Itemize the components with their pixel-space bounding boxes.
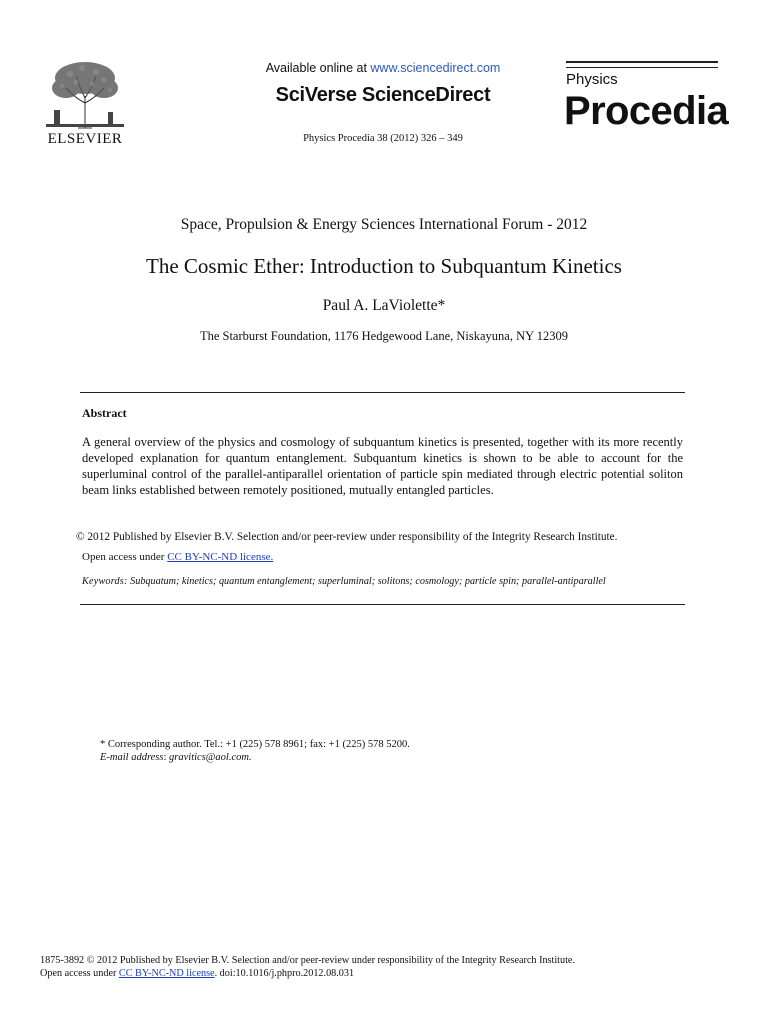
- publisher-name: ELSEVIER: [47, 131, 123, 147]
- email-note: [100, 752, 252, 763]
- open-access-label: Open access under: [82, 551, 168, 563]
- footer-copyright: 1875-3892 © 2012 Published by Elsevier B.V. Selection and/or peer-review under responsibility of the Integrity Research Institute.: [40, 955, 576, 966]
- sciencedirect-url[interactable]: www.sciencedirect.com: [370, 61, 501, 75]
- keywords-line: [82, 576, 687, 587]
- copyright-notice: © 2012 Published by Elsevier B.V. Selection and/or peer-review under responsibility of the Integrity Research Institute.: [76, 531, 618, 543]
- email-address[interactable]: gravitics@aol.com: [169, 752, 249, 763]
- keywords-label: Keywords:: [82, 576, 128, 587]
- abstract-top-rule: [80, 392, 685, 393]
- footer-open-access: [40, 968, 354, 979]
- author-affiliation: The Starburst Foundation, 1176 Hedgewood Lane, Niskayuna, NY 12309: [199, 329, 569, 343]
- keywords-text: Subquatum; kinetics; quantum entanglement; superluminal; solitons; cosmology; particle spin; parallel-antiparallel: [127, 576, 606, 587]
- conference-name: Space, Propulsion & Energy Sciences International Forum - 2012: [180, 216, 588, 233]
- license-link[interactable]: CC BY-NC-ND license.: [167, 551, 274, 563]
- journal-logo-rule: [566, 67, 718, 68]
- corresponding-author-note: * Corresponding author. Tel.: +1 (225) 578 8961; fax: +1 (225) 578 5200.: [100, 739, 410, 750]
- available-online-label: Available online at: [265, 61, 371, 75]
- platform-wordmark: SciVerse ScienceDirect: [275, 84, 491, 106]
- article-title: The Cosmic Ether: Introduction to Subquantum Kinetics: [146, 254, 622, 278]
- abstract-bottom-rule: [80, 604, 685, 605]
- abstract-text: A general overview of the physics and cosmology of subquantum kinetics is presented, together with its more recently developed explanation for quantum entanglement. Subquantum kinetics is shown to be able to account for the superluminal control of the parallel-antiparallel orientation of particle spin mediated through electric potential soliton beam links established between remotely positioned, mutually entangled particles.: [82, 435, 683, 497]
- open-access-line: [82, 551, 273, 563]
- journal-logo-small: Physics: [566, 71, 618, 88]
- footer-license-link[interactable]: CC BY-NC-ND license: [118, 968, 215, 979]
- journal-reference: Physics Procedia 38 (2012) 326 – 349: [303, 133, 463, 144]
- available-online-line: [160, 61, 606, 75]
- email-end: .: [248, 752, 252, 763]
- email-label: E-mail address: [100, 752, 164, 763]
- author-name: Paul A. LaViolette*: [322, 297, 446, 314]
- footer-doi: . doi:10.1016/j.phpro.2012.08.031: [214, 968, 355, 979]
- footer-open-access-label: Open access under: [40, 968, 119, 979]
- journal-logo-large: Procedia: [564, 89, 729, 133]
- journal-logo-rule: [566, 61, 718, 63]
- abstract-heading: Abstract: [82, 406, 127, 420]
- email-separator: :: [163, 752, 170, 763]
